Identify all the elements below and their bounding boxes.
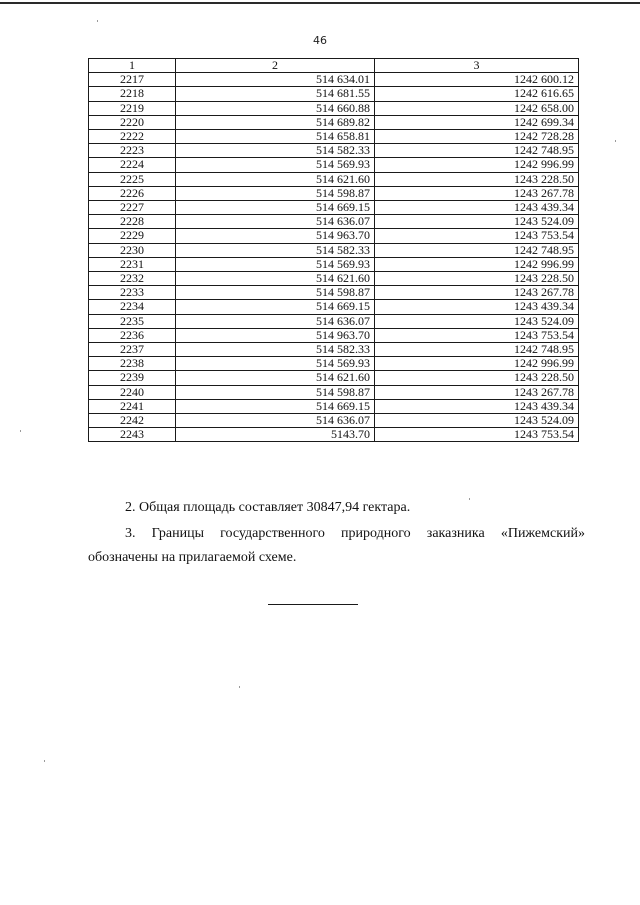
table-cell-col-2: 514 636.07: [176, 314, 375, 328]
table-cell-col-1: 2225: [89, 172, 176, 186]
table-cell-col-2: 514 569.93: [176, 158, 375, 172]
end-of-text-rule: [268, 604, 358, 605]
table-cell-col-1: 2234: [89, 300, 176, 314]
table-cell-col-2: 514 963.70: [176, 328, 375, 342]
total-area-paragraph: 2. Общая площадь составляет 30847,94 гектара.: [125, 500, 411, 515]
table-cell-col-3: 1242 748.95: [375, 243, 579, 257]
table-cell-col-1: 2233: [89, 286, 176, 300]
table-cell-col-2: 514 669.15: [176, 399, 375, 413]
table-cell-col-1: 2229: [89, 229, 176, 243]
table-cell-col-2: 514 669.15: [176, 300, 375, 314]
table-cell-col-3: 1243 228.50: [375, 172, 579, 186]
column-header-1: 1: [89, 59, 176, 73]
table-cell-col-2: 514 582.33: [176, 144, 375, 158]
column-header-3: 3: [375, 59, 579, 73]
table-cell-col-2: 514 582.33: [176, 243, 375, 257]
table-cell-col-3: 1243 228.50: [375, 272, 579, 286]
table-row: [89, 101, 579, 115]
table-row: [89, 328, 579, 342]
table-cell-col-1: 2238: [89, 357, 176, 371]
table-cell-col-1: 2231: [89, 257, 176, 271]
table-cell-col-2: 514 621.60: [176, 371, 375, 385]
table-cell-col-3: 1243 753.54: [375, 428, 579, 442]
table-cell-col-3: 1243 439.34: [375, 399, 579, 413]
table-cell-col-2: 514 598.87: [176, 385, 375, 399]
table-cell-col-2: 5143.70: [176, 428, 375, 442]
table-row: [89, 144, 579, 158]
table-row: [89, 73, 579, 87]
table-row: [89, 399, 579, 413]
table-cell-col-3: 1243 267.78: [375, 186, 579, 200]
table-cell-col-3: 1242 996.99: [375, 158, 579, 172]
table-row: [89, 158, 579, 172]
table-row: [89, 414, 579, 428]
table-cell-col-3: 1242 699.34: [375, 115, 579, 129]
borders-paragraph: 3. Границы государственного природного заказника «Пижемский» обозначены на прилагаемой схеме.: [88, 526, 585, 565]
table-row: [89, 385, 579, 399]
table-cell-col-2: 514 963.70: [176, 229, 375, 243]
coordinates-table: [88, 58, 579, 442]
scan-speck: [20, 430, 21, 432]
table-row: [89, 229, 579, 243]
table-cell-col-1: 2219: [89, 101, 176, 115]
table-cell-col-3: 1242 658.00: [375, 101, 579, 115]
table-cell-col-2: 514 569.93: [176, 357, 375, 371]
table-row: [89, 172, 579, 186]
table-row: [89, 314, 579, 328]
table-cell-col-3: 1242 996.99: [375, 357, 579, 371]
table-cell-col-3: 1242 728.28: [375, 130, 579, 144]
page-number: 46: [313, 34, 327, 47]
table-cell-col-3: 1242 616.65: [375, 87, 579, 101]
table-row: [89, 215, 579, 229]
table-cell-col-2: 514 621.60: [176, 272, 375, 286]
table-cell-col-1: 2228: [89, 215, 176, 229]
table-cell-col-1: 2235: [89, 314, 176, 328]
table-cell-col-1: 2223: [89, 144, 176, 158]
scan-speck: [239, 686, 240, 688]
table-row: [89, 300, 579, 314]
table-cell-col-1: 2241: [89, 399, 176, 413]
table-row: [89, 115, 579, 129]
scan-edge-line: [0, 2, 640, 4]
table-cell-col-3: 1243 267.78: [375, 385, 579, 399]
table-cell-col-1: 2243: [89, 428, 176, 442]
table-cell-col-1: 2224: [89, 158, 176, 172]
table-cell-col-2: 514 582.33: [176, 343, 375, 357]
table-cell-col-3: 1243 267.78: [375, 286, 579, 300]
table-cell-col-1: 2239: [89, 371, 176, 385]
table-cell-col-3: 1242 600.12: [375, 73, 579, 87]
table-cell-col-1: 2237: [89, 343, 176, 357]
table-cell-col-2: 514 681.55: [176, 87, 375, 101]
table-cell-col-2: 514 569.93: [176, 257, 375, 271]
table-cell-col-1: 2227: [89, 201, 176, 215]
table-row: [89, 257, 579, 271]
table-cell-col-3: 1243 439.34: [375, 300, 579, 314]
table-row: [89, 186, 579, 200]
table-row: [89, 371, 579, 385]
table-row: [89, 357, 579, 371]
table-row: [89, 130, 579, 144]
table-row: [89, 87, 579, 101]
table-cell-col-1: 2240: [89, 385, 176, 399]
table-cell-col-3: 1243 753.54: [375, 229, 579, 243]
scan-speck: [469, 498, 470, 500]
scan-speck: [615, 140, 616, 142]
table-cell-col-1: 2226: [89, 186, 176, 200]
table-row: [89, 243, 579, 257]
table-cell-col-1: 2220: [89, 115, 176, 129]
table-row: [89, 343, 579, 357]
table-row: [89, 201, 579, 215]
table-cell-col-3: 1242 996.99: [375, 257, 579, 271]
table-cell-col-2: 514 636.07: [176, 414, 375, 428]
table-cell-col-1: 2218: [89, 87, 176, 101]
table-cell-col-2: 514 598.87: [176, 286, 375, 300]
table-cell-col-2: 514 669.15: [176, 201, 375, 215]
table-row: [89, 286, 579, 300]
table-cell-col-2: 514 660.88: [176, 101, 375, 115]
table-cell-col-1: 2232: [89, 272, 176, 286]
table-cell-col-3: 1243 753.54: [375, 328, 579, 342]
table-cell-col-3: 1243 524.09: [375, 414, 579, 428]
table-cell-col-2: 514 689.82: [176, 115, 375, 129]
table-cell-col-2: 514 621.60: [176, 172, 375, 186]
table-cell-col-3: 1243 439.34: [375, 201, 579, 215]
table-cell-col-1: 2236: [89, 328, 176, 342]
table-cell-col-1: 2222: [89, 130, 176, 144]
table-row: [89, 428, 579, 442]
table-cell-col-3: 1243 228.50: [375, 371, 579, 385]
table-cell-col-1: 2242: [89, 414, 176, 428]
table-cell-col-3: 1243 524.09: [375, 215, 579, 229]
table-cell-col-2: 514 658.81: [176, 130, 375, 144]
table-row: [89, 272, 579, 286]
table-cell-col-2: 514 636.07: [176, 215, 375, 229]
table-header-row: [89, 59, 579, 73]
table-cell-col-3: 1242 748.95: [375, 144, 579, 158]
table-cell-col-3: 1243 524.09: [375, 314, 579, 328]
table-cell-col-2: 514 598.87: [176, 186, 375, 200]
table-cell-col-2: 514 634.01: [176, 73, 375, 87]
column-header-2: 2: [176, 59, 375, 73]
scan-speck: [44, 760, 45, 762]
table-cell-col-1: 2230: [89, 243, 176, 257]
table-cell-col-3: 1242 748.95: [375, 343, 579, 357]
scan-speck: [97, 20, 98, 22]
table-cell-col-1: 2217: [89, 73, 176, 87]
